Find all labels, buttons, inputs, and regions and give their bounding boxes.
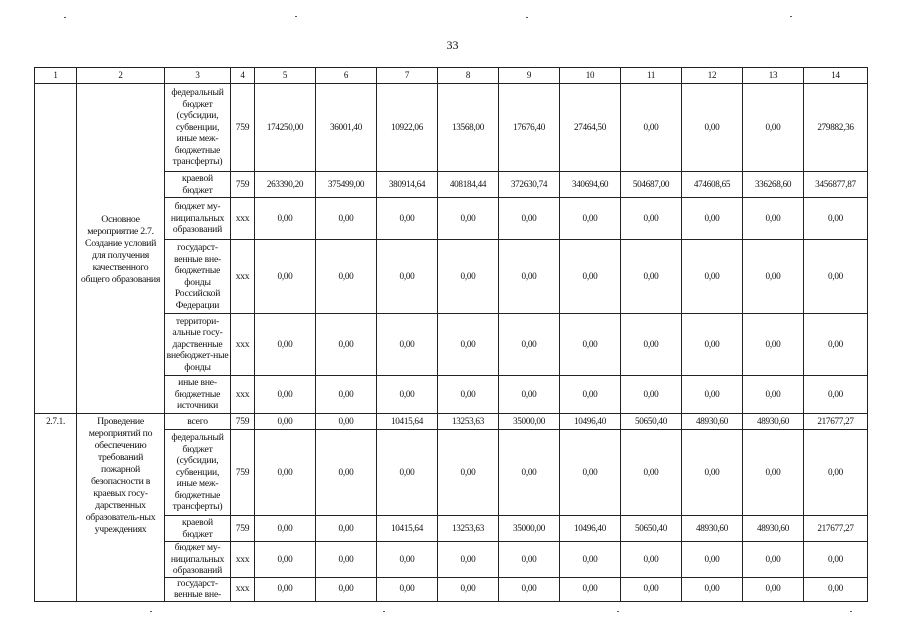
amount-cell: 0,00 [316, 414, 377, 430]
item-number-cell [35, 84, 77, 414]
amount-cell: 263390,20 [255, 172, 316, 198]
amount-cell: 0,00 [377, 376, 438, 414]
amount-cell: 0,00 [743, 314, 804, 376]
budget-code: xxx [231, 542, 255, 578]
scan-speck [617, 611, 619, 612]
amount-cell: 474608,65 [682, 172, 743, 198]
amount-cell: 36001,40 [316, 84, 377, 172]
amount-cell: 10496,40 [560, 516, 621, 542]
amount-cell: 48930,60 [682, 516, 743, 542]
scan-speck [150, 611, 152, 612]
column-header: 5 [255, 68, 316, 84]
amount-cell: 0,00 [804, 198, 868, 240]
amount-cell: 0,00 [438, 198, 499, 240]
amount-cell: 0,00 [560, 542, 621, 578]
amount-cell: 13568,00 [438, 84, 499, 172]
amount-cell: 0,00 [499, 198, 560, 240]
amount-cell: 0,00 [438, 542, 499, 578]
amount-cell: 0,00 [743, 376, 804, 414]
amount-cell: 0,00 [377, 240, 438, 314]
amount-cell: 35000,00 [499, 516, 560, 542]
amount-cell: 10496,40 [560, 414, 621, 430]
amount-cell: 375499,00 [316, 172, 377, 198]
amount-cell: 0,00 [316, 376, 377, 414]
amount-cell: 0,00 [560, 314, 621, 376]
funding-table [34, 67, 868, 602]
column-header: 13 [743, 68, 804, 84]
funding-source: государст-венные вне-бюджетные фонды Российской Федерации [165, 240, 231, 314]
funding-source: бюджет му-ниципальных образований [165, 542, 231, 578]
funding-source: всего [165, 414, 231, 430]
amount-cell: 336268,60 [743, 172, 804, 198]
funding-source: краевой бюджет [165, 172, 231, 198]
amount-cell: 0,00 [438, 314, 499, 376]
column-header: 4 [231, 68, 255, 84]
budget-code: 759 [231, 172, 255, 198]
amount-cell: 48930,60 [743, 516, 804, 542]
amount-cell: 0,00 [804, 314, 868, 376]
column-header: 1 [35, 68, 77, 84]
column-header: 6 [316, 68, 377, 84]
amount-cell: 0,00 [255, 198, 316, 240]
amount-cell: 0,00 [621, 198, 682, 240]
amount-cell: 0,00 [438, 376, 499, 414]
amount-cell: 0,00 [621, 376, 682, 414]
amount-cell: 0,00 [682, 542, 743, 578]
funding-source: государст-венные вне- [165, 577, 231, 601]
column-header: 14 [804, 68, 868, 84]
column-header: 11 [621, 68, 682, 84]
amount-cell: 408184,44 [438, 172, 499, 198]
funding-source: федеральный бюджет (субсидии, субвенции, иные меж-бюджетные трансферты) [165, 430, 231, 516]
amount-cell: 0,00 [743, 577, 804, 601]
amount-cell: 0,00 [621, 314, 682, 376]
amount-cell: 0,00 [621, 84, 682, 172]
amount-cell: 0,00 [377, 314, 438, 376]
column-header: 12 [682, 68, 743, 84]
table-row [35, 84, 868, 172]
amount-cell: 0,00 [682, 198, 743, 240]
funding-source: краевой бюджет [165, 516, 231, 542]
amount-cell: 0,00 [255, 542, 316, 578]
amount-cell: 0,00 [560, 430, 621, 516]
scan-speck [295, 16, 297, 17]
amount-cell: 17676,40 [499, 84, 560, 172]
amount-cell: 48930,60 [743, 414, 804, 430]
funding-source: федеральный бюджет (субсидии, субвенции, иные меж-бюджетные трансферты) [165, 84, 231, 172]
column-header: 10 [560, 68, 621, 84]
amount-cell: 0,00 [743, 430, 804, 516]
scan-speck [383, 611, 385, 612]
amount-cell: 0,00 [499, 314, 560, 376]
amount-cell: 0,00 [377, 198, 438, 240]
amount-cell: 0,00 [682, 84, 743, 172]
page-number: 33 [446, 38, 459, 52]
funding-source: территори-альные госу-дарственные внебюджет-ные фонды [165, 314, 231, 376]
amount-cell: 0,00 [255, 516, 316, 542]
amount-cell: 48930,60 [682, 414, 743, 430]
amount-cell: 0,00 [255, 314, 316, 376]
amount-cell: 0,00 [560, 240, 621, 314]
activity-description: Основное мероприятие 2.7. Создание условий для получения качественного общего образования [77, 84, 165, 414]
amount-cell: 0,00 [743, 240, 804, 314]
amount-cell: 0,00 [255, 414, 316, 430]
amount-cell: 0,00 [316, 516, 377, 542]
budget-code: xxx [231, 376, 255, 414]
budget-code: xxx [231, 314, 255, 376]
funding-source: бюджет му-ниципальных образований [165, 198, 231, 240]
amount-cell: 0,00 [804, 430, 868, 516]
amount-cell: 0,00 [621, 577, 682, 601]
amount-cell: 0,00 [804, 542, 868, 578]
amount-cell: 0,00 [499, 577, 560, 601]
amount-cell: 35000,00 [499, 414, 560, 430]
amount-cell: 0,00 [743, 542, 804, 578]
amount-cell: 0,00 [621, 240, 682, 314]
amount-cell: 0,00 [682, 314, 743, 376]
budget-code: xxx [231, 577, 255, 601]
funding-source: иные вне-бюджетные источники [165, 376, 231, 414]
amount-cell: 13253,63 [438, 516, 499, 542]
amount-cell: 13253,63 [438, 414, 499, 430]
amount-cell: 0,00 [682, 430, 743, 516]
amount-cell: 0,00 [316, 577, 377, 601]
amount-cell: 0,00 [560, 198, 621, 240]
amount-cell: 0,00 [682, 577, 743, 601]
scan-speck [526, 17, 528, 18]
amount-cell: 0,00 [499, 240, 560, 314]
amount-cell: 0,00 [316, 198, 377, 240]
amount-cell: 0,00 [255, 240, 316, 314]
column-header: 3 [165, 68, 231, 84]
amount-cell: 0,00 [377, 430, 438, 516]
amount-cell: 0,00 [316, 542, 377, 578]
amount-cell: 0,00 [804, 577, 868, 601]
amount-cell: 0,00 [255, 577, 316, 601]
amount-cell: 0,00 [255, 376, 316, 414]
budget-code: xxx [231, 198, 255, 240]
activity-description: Проведение мероприятий по обеспечению требований пожарной безопасности в краевых госу-дарственных образователь-ных учреждениях [77, 414, 165, 602]
amount-cell: 0,00 [499, 542, 560, 578]
budget-code: 759 [231, 516, 255, 542]
amount-cell: 0,00 [316, 240, 377, 314]
budget-code: 759 [231, 414, 255, 430]
amount-cell: 504687,00 [621, 172, 682, 198]
amount-cell: 217677,27 [804, 516, 868, 542]
amount-cell: 0,00 [560, 577, 621, 601]
amount-cell: 0,00 [438, 577, 499, 601]
scan-speck [790, 16, 792, 17]
amount-cell: 0,00 [438, 430, 499, 516]
amount-cell: 0,00 [560, 376, 621, 414]
column-header: 8 [438, 68, 499, 84]
budget-code: 759 [231, 430, 255, 516]
amount-cell: 0,00 [377, 542, 438, 578]
amount-cell: 0,00 [743, 84, 804, 172]
amount-cell: 0,00 [316, 430, 377, 516]
amount-cell: 0,00 [804, 376, 868, 414]
header-row [35, 68, 868, 84]
amount-cell: 3456877,87 [804, 172, 868, 198]
budget-code: xxx [231, 240, 255, 314]
column-header: 9 [499, 68, 560, 84]
column-header: 7 [377, 68, 438, 84]
amount-cell: 0,00 [682, 240, 743, 314]
amount-cell: 372630,74 [499, 172, 560, 198]
amount-cell: 0,00 [804, 240, 868, 314]
amount-cell: 0,00 [621, 542, 682, 578]
amount-cell: 0,00 [621, 430, 682, 516]
amount-cell: 50650,40 [621, 414, 682, 430]
scan-speck [64, 17, 66, 18]
amount-cell: 0,00 [499, 430, 560, 516]
amount-cell: 340694,60 [560, 172, 621, 198]
amount-cell: 0,00 [316, 314, 377, 376]
item-number-cell: 2.7.1. [35, 414, 77, 602]
scan-speck [850, 611, 852, 612]
amount-cell: 0,00 [438, 240, 499, 314]
amount-cell: 0,00 [743, 198, 804, 240]
column-header: 2 [77, 68, 165, 84]
amount-cell: 217677,27 [804, 414, 868, 430]
amount-cell: 0,00 [499, 376, 560, 414]
amount-cell: 0,00 [255, 430, 316, 516]
amount-cell: 10415,64 [377, 414, 438, 430]
amount-cell: 50650,40 [621, 516, 682, 542]
amount-cell: 10922,06 [377, 84, 438, 172]
table-row [35, 414, 868, 430]
amount-cell: 27464,50 [560, 84, 621, 172]
amount-cell: 279882,36 [804, 84, 868, 172]
amount-cell: 0,00 [377, 577, 438, 601]
amount-cell: 380914,64 [377, 172, 438, 198]
amount-cell: 10415,64 [377, 516, 438, 542]
amount-cell: 0,00 [682, 376, 743, 414]
budget-code: 759 [231, 84, 255, 172]
amount-cell: 174250,00 [255, 84, 316, 172]
